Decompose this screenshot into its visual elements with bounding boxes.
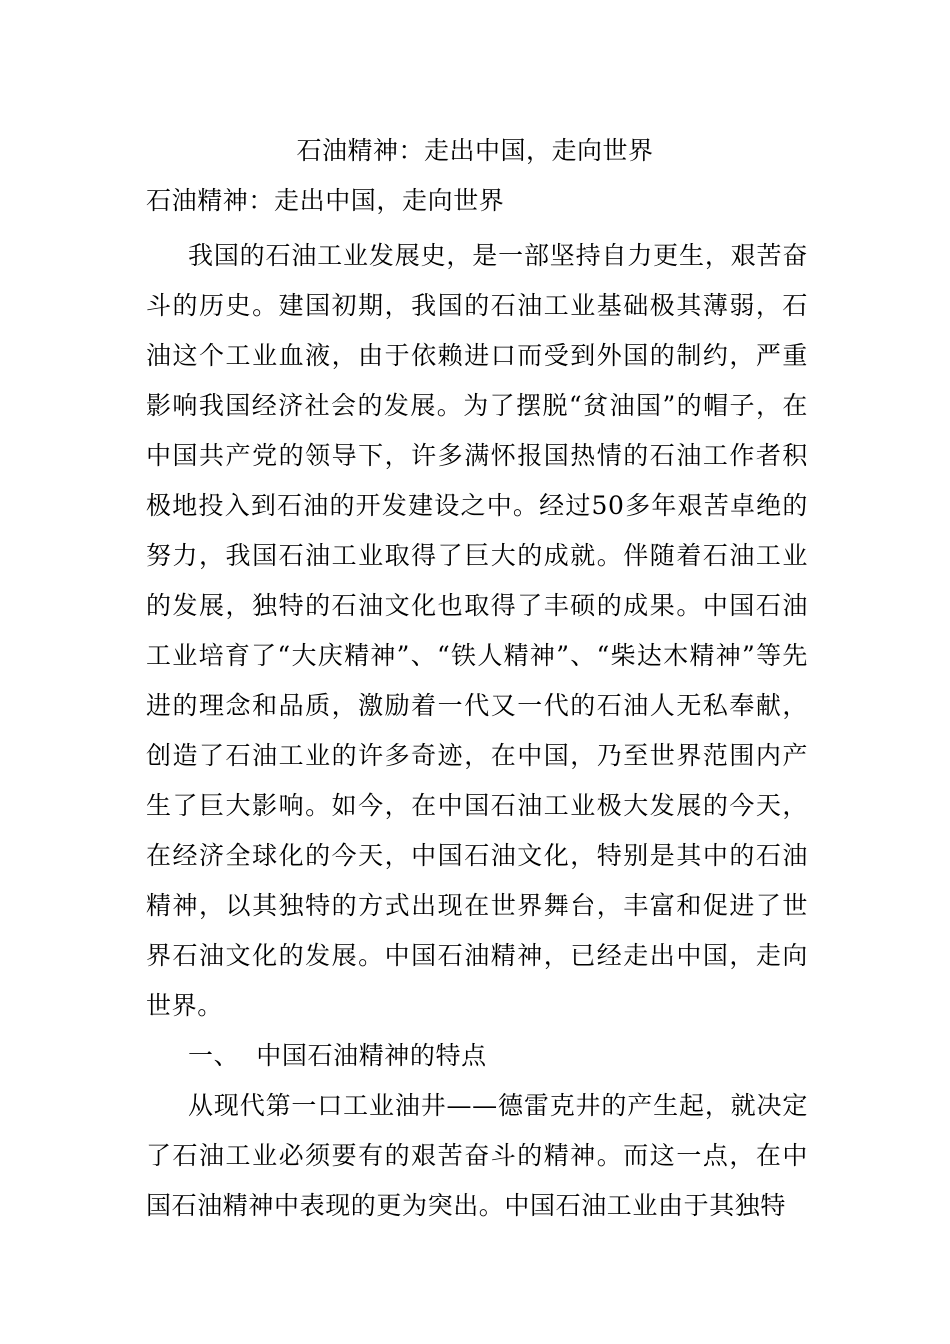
paragraph-section-1: 从现代第一口工业油井——德雷克井的产生起，就决定了石油工业必须要有的艰苦奋斗的精神。而这一点，在中国石油精神中表现的更为突出。中国石油工业由于其独特	[146, 1091, 808, 1220]
document-subtitle: 石油精神：走出中国，走向世界	[146, 186, 505, 215]
section-heading-1: 一、 中国石油精神的特点	[188, 1041, 487, 1070]
document-body	[146, 181, 808, 1231]
paragraph-intro: 我国的石油工业发展史，是一部坚持自力更生，艰苦奋斗的历史。建国初期，我国的石油工业基础极其薄弱，石油这个工业血液，由于依赖进口而受到外国的制约，严重影响我国经济社会的发展。为了摆脱“贫油国”的帽子，在中国共产党的领导下，许多满怀报国热情的石油工作者积极地投入到石油的开发建设之中。经过50多年艰苦卓绝的努力，我国石油工业取得了巨大的成就。伴随着石油工业的发展，独特的石油文化也取得了丰硕的成果。中国石油工业培育了“大庆精神”、“铁人精神”、“柴达木精神”等先进的理念和品质，激励着一代又一代的石油人无私奉献，创造了石油工业的许多奇迹，在中国，乃至世界范围内产生了巨大影响。如今，在中国石油工业极大发展的今天，在经济全球化的今天，中国石油文化，特别是其中的石油精神，以其独特的方式出现在世界舞台，丰富和促进了世界石油文化的发展。中国石油精神，已经走出中国，走向世界。	[146, 241, 808, 1020]
document-title: 石油精神：走出中国，走向世界	[296, 136, 654, 165]
